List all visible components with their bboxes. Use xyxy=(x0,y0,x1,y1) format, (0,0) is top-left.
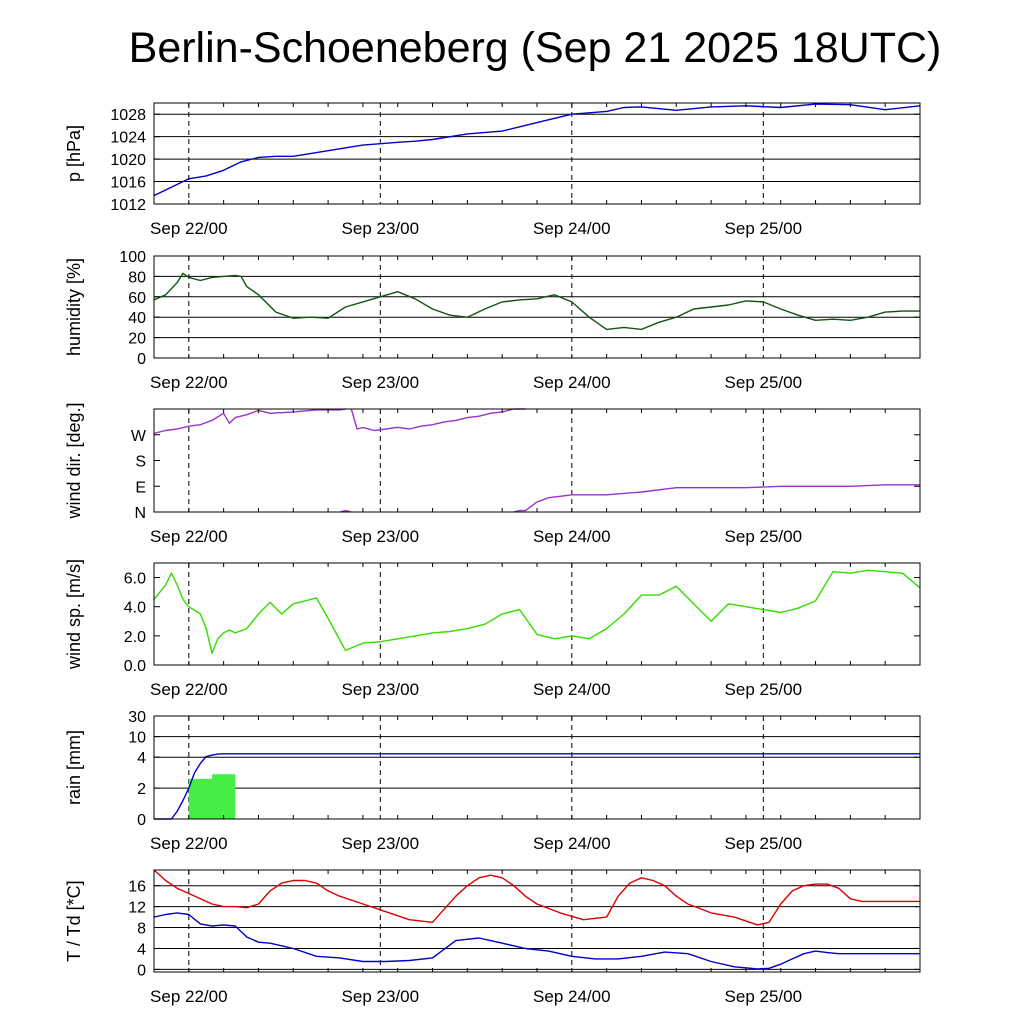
x-tick-label: Sep 25/00 xyxy=(724,680,803,699)
y-tick-label: 40 xyxy=(128,310,146,328)
y-tick-label: 0 xyxy=(137,812,146,829)
y-axis-label: wind sp. [m/s] xyxy=(64,558,84,670)
y-tick-label: 20 xyxy=(128,330,146,348)
y-tick-label: 80 xyxy=(128,269,146,287)
y-tick-label: 0 xyxy=(137,351,146,368)
x-tick-label: Sep 23/00 xyxy=(341,527,420,546)
y-tick-label: E xyxy=(135,479,146,497)
y-tick-label: 8 xyxy=(137,920,146,938)
y-tick-label: 100 xyxy=(119,249,146,266)
x-tick-label: Sep 23/00 xyxy=(341,373,420,392)
y-tick-label: N xyxy=(134,505,146,522)
rain-bar xyxy=(212,774,235,819)
panel-rain xyxy=(64,709,920,853)
y-axis-label: p [hPa] xyxy=(64,124,84,183)
x-tick-label: Sep 24/00 xyxy=(533,219,611,238)
plot-frame xyxy=(154,563,920,665)
x-tick-label: Sep 22/00 xyxy=(150,834,228,853)
x-tick-label: Sep 24/00 xyxy=(533,834,611,853)
x-tick-label: Sep 25/00 xyxy=(724,219,803,238)
series-line xyxy=(154,870,920,925)
y-tick-label: 60 xyxy=(128,289,146,307)
x-tick-label: Sep 25/00 xyxy=(724,834,803,853)
x-tick-label: Sep 22/00 xyxy=(150,373,228,392)
y-tick-label: 6.0 xyxy=(123,570,146,588)
x-tick-label: Sep 23/00 xyxy=(341,680,420,699)
x-tick-label: Sep 25/00 xyxy=(724,373,803,392)
panel-humidity xyxy=(64,249,920,392)
series-line xyxy=(154,409,346,433)
y-tick-label: 4 xyxy=(137,750,146,768)
y-tick-label: 2 xyxy=(137,781,146,799)
series-line xyxy=(351,409,525,431)
panel-temperature xyxy=(64,870,920,1006)
plot-frame xyxy=(154,103,920,204)
panel-pressure xyxy=(64,103,920,238)
y-tick-label: 1012 xyxy=(110,197,146,214)
y-tick-label: 12 xyxy=(128,899,146,917)
plot-frame xyxy=(154,256,920,358)
x-tick-label: Sep 23/00 xyxy=(341,219,420,238)
x-tick-label: Sep 24/00 xyxy=(533,987,611,1006)
y-axis-label: rain [mm] xyxy=(64,729,84,806)
y-axis-label: humidity [%] xyxy=(64,257,84,357)
x-tick-label: Sep 25/00 xyxy=(724,987,803,1006)
y-tick-label: 10 xyxy=(128,729,146,747)
x-tick-label: Sep 22/00 xyxy=(150,527,228,546)
y-tick-label: 1028 xyxy=(110,107,146,125)
rain-bar xyxy=(189,779,212,819)
x-tick-label: Sep 22/00 xyxy=(150,219,228,238)
y-tick-label: 30 xyxy=(128,709,146,726)
y-tick-label: W xyxy=(130,427,146,445)
series-line xyxy=(154,754,920,819)
y-tick-label: 1020 xyxy=(110,152,146,170)
series-line xyxy=(154,273,920,329)
y-axis-label: T / Td [*C] xyxy=(64,880,84,962)
x-tick-label: Sep 24/00 xyxy=(533,527,611,546)
x-tick-label: Sep 25/00 xyxy=(724,527,803,546)
chart-title: Berlin-Schoeneberg (Sep 21 2025 18UTC) xyxy=(128,24,942,72)
x-tick-label: Sep 23/00 xyxy=(341,987,420,1006)
series-line xyxy=(154,570,920,653)
plot-frame xyxy=(154,716,920,819)
y-tick-label: 0.0 xyxy=(123,658,146,675)
y-tick-label: S xyxy=(135,453,146,471)
x-tick-label: Sep 24/00 xyxy=(533,680,611,699)
panel-wind_speed xyxy=(64,559,920,699)
series-line xyxy=(514,485,920,512)
y-axis-label: wind dir. [deg.] xyxy=(64,402,84,519)
x-tick-label: Sep 24/00 xyxy=(533,373,611,392)
y-tick-label: 4 xyxy=(137,941,146,959)
x-tick-label: Sep 23/00 xyxy=(341,834,420,853)
y-tick-label: 4.0 xyxy=(123,599,146,617)
y-tick-label: 1016 xyxy=(110,174,146,192)
y-tick-label: 16 xyxy=(128,878,146,896)
y-tick-label: 0 xyxy=(137,962,146,980)
panel-wind_direction xyxy=(64,402,920,546)
plot-frame xyxy=(154,409,920,512)
y-tick-label: 2.0 xyxy=(123,628,146,646)
series-line xyxy=(154,913,920,969)
x-tick-label: Sep 22/00 xyxy=(150,680,228,699)
x-tick-label: Sep 22/00 xyxy=(150,987,228,1006)
y-tick-label: 1024 xyxy=(110,129,146,147)
